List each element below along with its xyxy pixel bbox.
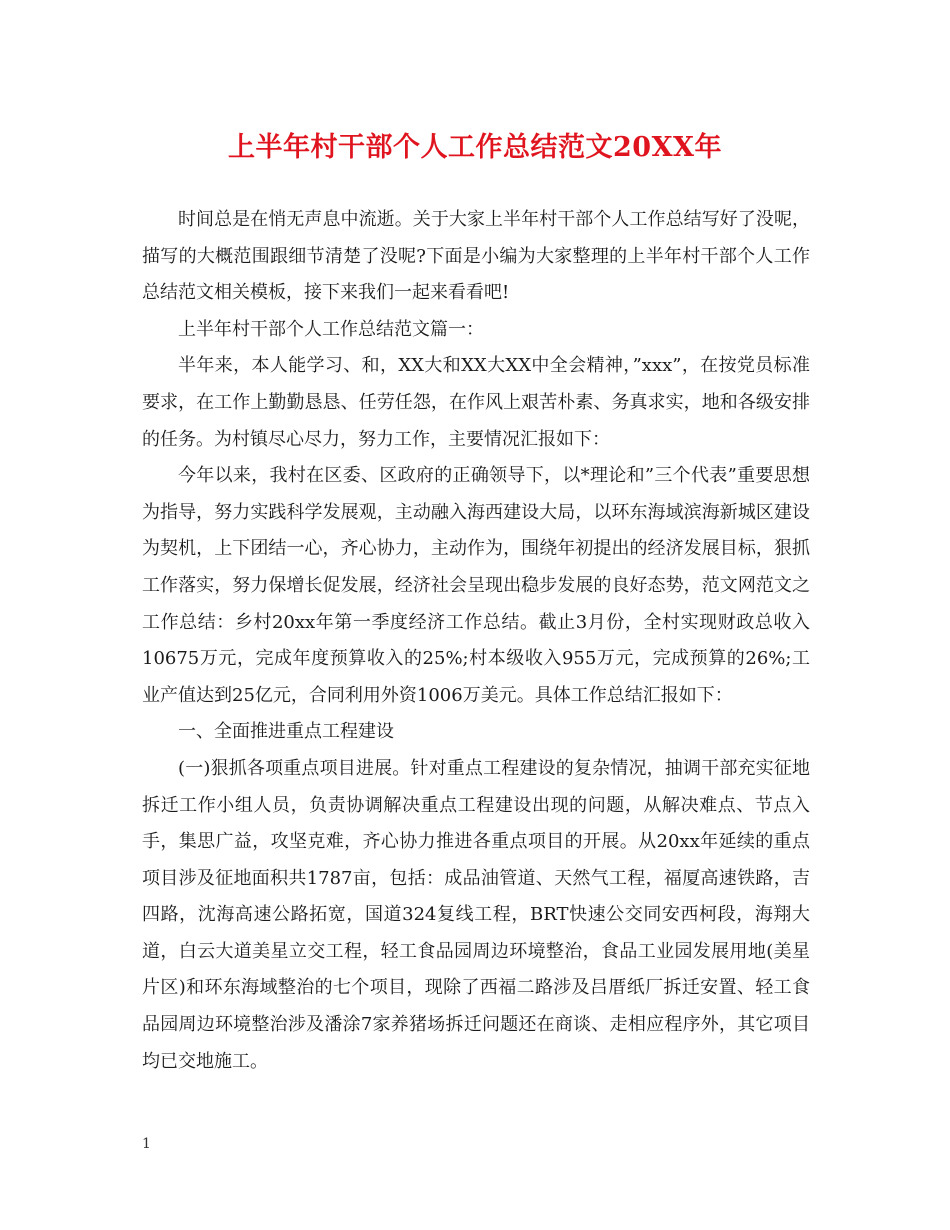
body-paragraph: (一)狠抓各项重点项目进展。针对重点工程建设的复杂情况，抽调干部充实征地拆迁工作小组人员，负责协调解决重点工程建设出现的问题，从解决难点、节点入手，集思广益，攻坚克难，齐心协力推进各重点项目的开展。从20xx年延续的重点项目涉及征地面积共1787亩，包括：成品油管道、天然气工程，福厦高速铁路，吉四路，沈海高速公路拓宽，国道324复线工程，BRT快速公交同安西柯段，海翔大道，白云大道美星立交工程，轻工食品园周边环境整治，食品工业园发展用地(美星片区)和环东海域整治的七个项目，现除了西福二路涉及吕厝纸厂拆迁安置、轻工食品园周边环境整治涉及潘涂7家养猪场拆迁问题还在商谈、走相应程序外，其它项目均已交地施工。 <box>142 757 810 1072</box>
page-number: 1 <box>142 1136 151 1152</box>
section-heading: 一、全面推进重点工程建设 <box>178 721 394 743</box>
intro-paragraph: 时间总是在悄无声息中流逝。关于大家上半年村干部个人工作总结写好了没呢，描写的大概范围跟细节清楚了没呢?下面是小编为大家整理的上半年村干部个人工作总结范文相关模板，接下来我们一起来看看吧! <box>142 209 810 304</box>
document-body <box>142 202 810 1080</box>
body-paragraph: 今年以来，我村在区委、区政府的正确领导下，以*理论和”三个代表”重要思想为指导，努力实践科学发展观，主动融入海西建设大局，以环东海域滨海新城区建设为契机，上下团结一心，齐心协力，主动作为，围绕年初提出的经济发展目标，狠抓工作落实，努力保增长促发展，经济社会呈现出稳步发展的良好态势，范文网范文之工作总结：乡村20xx年第一季度经济工作总结。截止3月份，全村实现财政总收入10675万元，完成年度预算收入的25%;村本级收入955万元，完成预算的26%;工业产值达到25亿元，合同利用外资1006万美元。具体工作总结汇报如下： <box>142 465 810 706</box>
document-title: 上半年村干部个人工作总结范文20XX年 <box>228 132 722 163</box>
section-heading-part-one: 上半年村干部个人工作总结范文篇一： <box>178 318 484 340</box>
body-paragraph: 半年来，本人能学习、和，XX大和XX大XX中全会精神，”xxx”，在按党员标准要求，在工作上勤勤恳恳、任劳任怨，在作风上艰苦朴素、务真求实，地和各级安排的任务。为村镇尽心尽力，努力工作，主要情况汇报如下： <box>142 355 810 450</box>
